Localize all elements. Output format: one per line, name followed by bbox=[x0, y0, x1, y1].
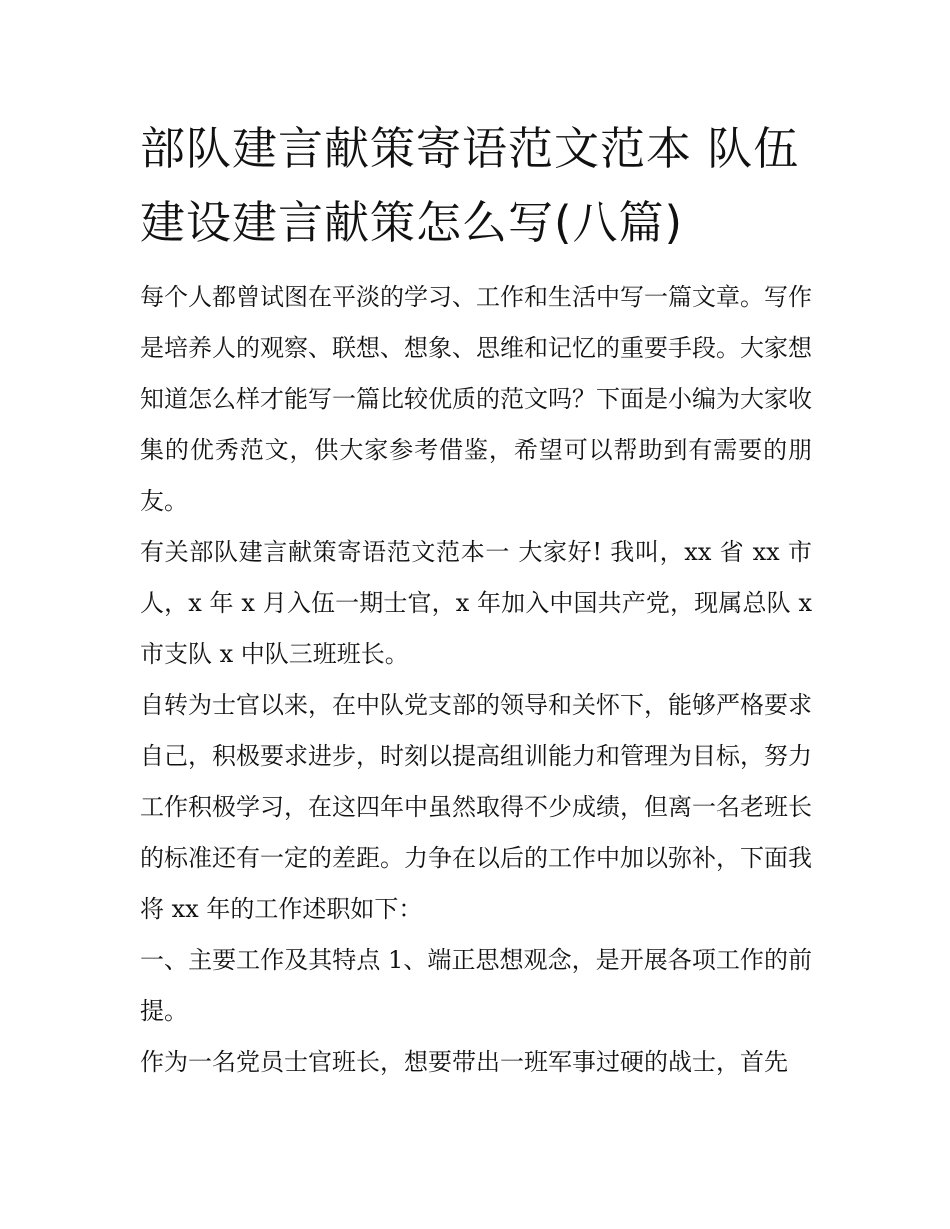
paragraph-continuation: 作为一名党员士官班长，想要带出一班军事过硬的战士，首先 bbox=[140, 1048, 788, 1076]
document-title: 部队建言献策寄语范文范本 队伍建设建言献策怎么写(八篇) bbox=[140, 122, 800, 249]
paragraph-section-heading: 一、主要工作及其特点 1、端正思想观念，是开展各项工作的前提。 bbox=[140, 946, 812, 1025]
paragraph-work-summary: 自转为士官以来，在中队党支部的领导和关怀下，能够严格要求自己，积极要求进步，时刻以提高组训能力和管理为目标，努力工作积极学习，在这四年中虽然取得不少成绩，但离一名老班长的标准还有一定的差距。力争在以后的工作中加以弥补，下面我将 xx 年的工作述职如下： bbox=[140, 691, 812, 923]
paragraph-self-introduction: 有关部队建言献策寄语范文范本一 大家好! 我叫，xx 省 xx 市人，x 年 x 月入伍一期士官，x 年加入中国共产党，现属总队 x 市支队 x 中队三班班长。 bbox=[140, 538, 812, 668]
document-body bbox=[140, 112, 812, 1088]
paragraph-intro: 每个人都曾试图在平淡的学习、工作和生活中写一篇文章。写作是培养人的观察、联想、想象、思维和记忆的重要手段。大家想知道怎么样才能写一篇比较优质的范文吗？下面是小编为大家收集的优秀范文，供大家参考借鉴，希望可以帮助到有需要的朋友。 bbox=[140, 283, 812, 515]
